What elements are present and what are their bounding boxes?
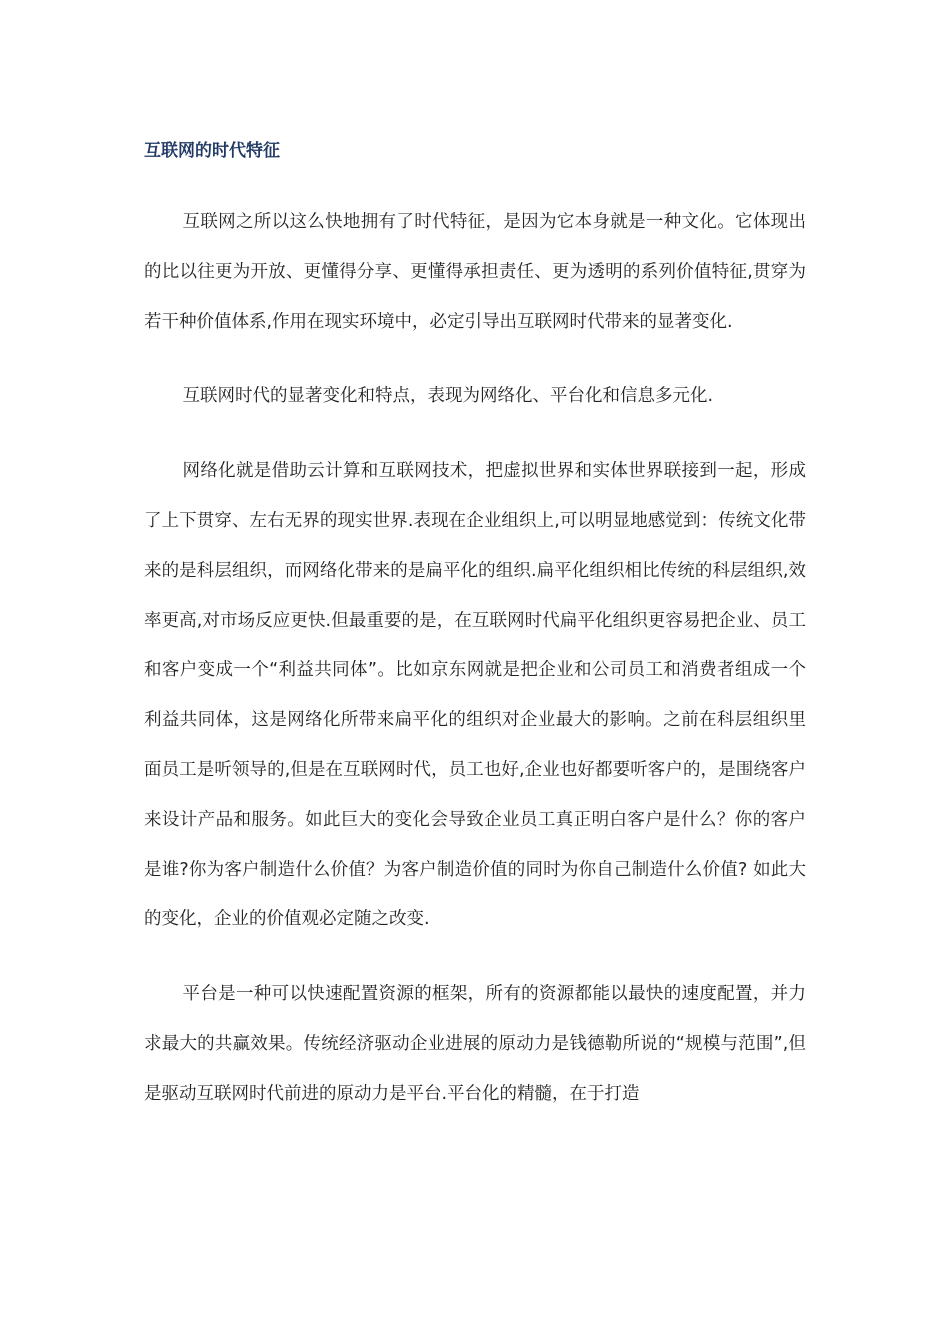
paragraph-intro: 互联网之所以这么快地拥有了时代特征，是因为它本身就是一种文化。它体现出的比以往更为开放、更懂得分享、更懂得承担责任、更为透明的系列价值特征,贯穿为若干种价值体系,作用在现实环境中，必定引导出互联网时代带来的显著变化. xyxy=(144,212,806,332)
paragraph-summary: 互联网时代的显著变化和特点，表现为网络化、平台化和信息多元化. xyxy=(182,386,714,407)
section-title: 互联网的时代特征 xyxy=(144,141,280,161)
paragraph-platform: 平台是一种可以快速配置资源的框架，所有的资源都能以最快的速度配置，并力求最大的共赢效果。传统经济驱动企业进展的原动力是钱德勒所说的“规模与范围”,但是驱动互联网时代前进的原动力是平台.平台化的精髓，在于打造 xyxy=(144,984,806,1104)
body-text xyxy=(144,198,806,1145)
paragraph-networking: 网络化就是借助云计算和互联网技术，把虚拟世界和实体世界联接到一起，形成了上下贯穿、左右无界的现实世界.表现在企业组织上,可以明显地感觉到：传统文化带来的是科层组织，而网络化带来的是扁平化的组织.扁平化组织相比传统的科层组织,效率更高,对市场反应更快.但最重要的是，在互联网时代扁平化组织更容易把企业、员工和客户变成一个“利益共同体”。比如京东网就是把企业和公司员工和消费者组成一个利益共同体，这是网络化所带来扁平化的组织对企业最大的影响。之前在科层组织里面员工是听领导的,但是在互联网时代，员工也好,企业也好都要听客户的，是围绕客户来设计产品和服务。如此巨大的变化会导致企业员工真正明白客户是什么？你的客户是谁?你为客户制造什么价值？为客户制造价值的同时为你自己制造什么价值? 如此大的变化，企业的价值观必定随之改变. xyxy=(144,461,806,930)
